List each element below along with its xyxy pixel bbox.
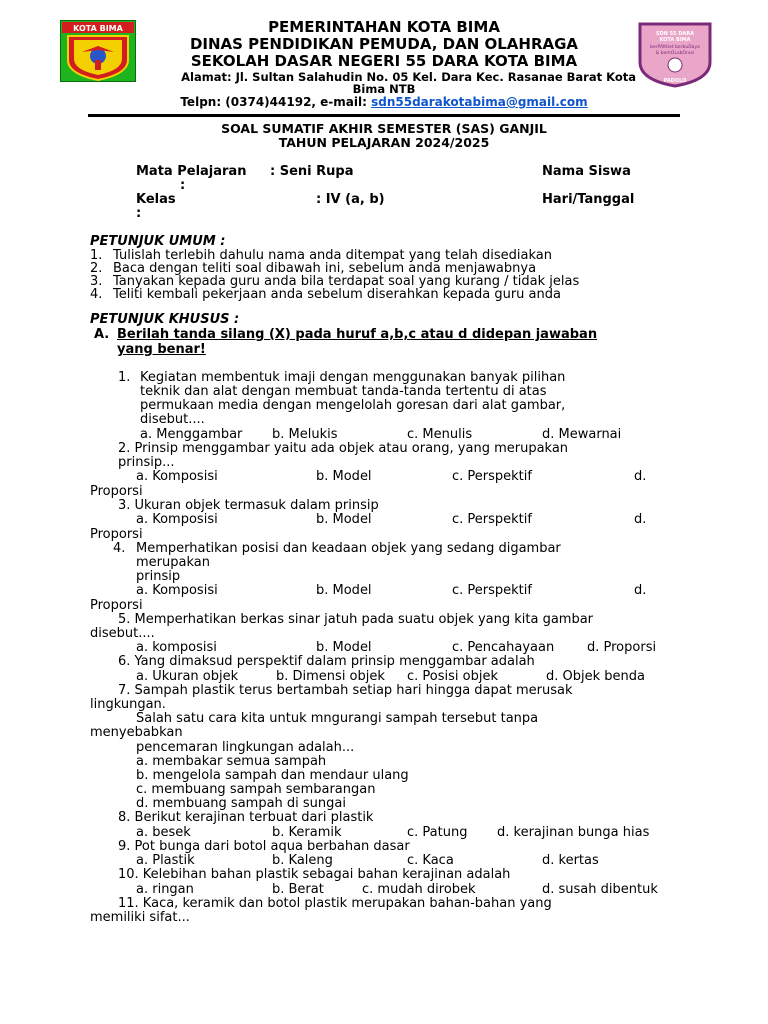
option-c: c. Menulis	[407, 427, 473, 442]
question-text: teknik dan alat dengan membuat tanda-tanda tertentu di atas	[140, 384, 547, 399]
general-item-text: Teliti kembali pekerjaan anda sebelum diserahkan kepada guru anda	[113, 287, 561, 302]
question-text: 5. Memperhatikan berkas sinar jatuh pada suatu objek yang kita gambar	[118, 612, 594, 627]
logo-text: KOTA BIMA	[73, 24, 123, 33]
date-label: Hari/Tanggal	[542, 192, 635, 207]
name-colon: :	[180, 178, 186, 193]
letterhead-divider	[88, 114, 680, 117]
question-text: pencemaran lingkungan adalah...	[136, 740, 355, 755]
option-c: c. Perspektif	[452, 512, 532, 527]
question-text: Salah satu cara kita untuk mngurangi sampah tersebut tanpa	[136, 711, 539, 726]
question-text: disebut....	[90, 626, 155, 641]
date-colon: :	[136, 206, 142, 221]
option-c: c. Perspektif	[452, 469, 532, 484]
option-b: b. Berat	[272, 882, 324, 897]
letterhead-address-city: Bima NTB	[352, 82, 416, 96]
question-text: memiliki sifat...	[90, 910, 190, 925]
question-text: 2. Prinsip menggambar yaitu ada objek atau orang, yang merupakan	[118, 441, 569, 456]
option-d: d.	[634, 583, 647, 598]
option-c: c. Perspektif	[452, 583, 532, 598]
class-value: : IV (a, b)	[316, 192, 385, 207]
option-d-text: Proporsi	[90, 484, 143, 499]
option-b: b. Model	[316, 640, 372, 655]
option-b: b. Melukis	[272, 427, 338, 442]
option-a: a. Ukuran objek	[136, 669, 239, 684]
question-text: lingkungan.	[90, 697, 166, 712]
subject-value: : Seni Rupa	[270, 164, 354, 179]
option-d: d. kerajinan bunga hias	[497, 825, 650, 840]
option-a: a. Komposisi	[136, 512, 218, 527]
question-text: disebut....	[140, 412, 205, 427]
option-b: b. Keramik	[272, 825, 342, 840]
logo-text: PADOLO	[663, 78, 687, 84]
general-item-text: Tulislah terlebih dahulu nama anda ditempat yang telah disediakan	[113, 248, 553, 263]
option-d: d. Objek benda	[546, 669, 645, 684]
question-text: 3. Ukuran objek termasuk dalam prinsip	[118, 498, 379, 513]
subject-label: Mata Pelajaran	[136, 164, 247, 179]
option-b: b. mengelola sampah dan mendaur ulang	[136, 768, 409, 783]
special-instructions-heading: PETUNJUK KHUSUS :	[90, 312, 240, 327]
option-d: d. kertas	[542, 853, 599, 868]
address-text: Alamat: Jl. Sultan Salahudin No. 05 Kel. Dara Kec. Rasanae Barat Kota	[181, 70, 636, 84]
option-b: b. Model	[316, 469, 372, 484]
option-c: c. Pencahayaan	[452, 640, 555, 655]
option-b: b. Model	[316, 583, 372, 598]
question-text: permukaan media dengan mengelolah goresan dari alat gambar,	[140, 398, 566, 413]
option-d: d.	[634, 469, 647, 484]
section-instruction-cont: yang benar!	[117, 342, 206, 357]
option-d: d.	[634, 512, 647, 527]
option-a: a. komposisi	[136, 640, 217, 655]
question-text: 9. Pot bunga dari botol aqua berbahan dasar	[118, 839, 410, 854]
option-d: d. Mewarnai	[542, 427, 622, 442]
question-text: 10. Kelebihan bahan plastik sebagai bahan kerajinan adalah	[118, 867, 511, 882]
option-a: a. membakar semua sampah	[136, 754, 327, 769]
phone-text: Telpn: (0374)44192, e-mail:	[180, 95, 367, 109]
option-b: b. Kaleng	[272, 853, 333, 868]
option-c: c. mudah dirobek	[362, 882, 476, 897]
general-item-number: 2.	[90, 261, 103, 276]
question-number: 4.	[113, 541, 126, 556]
email-link[interactable]: sdn55darakotabima@gmail.com	[371, 95, 588, 109]
question-text: 11. Kaca, keramik dan botol plastik merupakan bahan-bahan yang	[118, 896, 552, 911]
section-instruction: Berilah tanda silang (X) pada huruf a,b,c atau d didepan jawaban	[117, 327, 598, 342]
option-d-text: Proporsi	[90, 527, 143, 542]
option-d: d. membuang sampah di sungai	[136, 796, 346, 811]
exam-title: SOAL SUMATIF AKHIR SEMESTER (SAS) GANJIL	[221, 121, 547, 136]
logo-text: SDN 55 DARA	[655, 31, 695, 37]
section-letter: A.	[94, 327, 110, 342]
question-text: Memperhatikan posisi dan keadaan objek yang sedang digambar	[136, 541, 561, 556]
question-text: prinsip	[136, 569, 181, 584]
general-instructions-heading: PETUNJUK UMUM :	[90, 234, 226, 249]
option-c: c. membuang sampah sembarangan	[136, 782, 376, 797]
general-item-text: Tanyakan kepada guru anda bila terdapat soal yang kurang / tidak jelas	[113, 274, 580, 289]
letterhead-contact	[0, 95, 768, 110]
letterhead-government: PEMERINTAHAN KOTA BIMA	[268, 18, 500, 36]
question-text: 7. Sampah plastik terus bertambah setiap hari hingga dapat merusak	[118, 683, 573, 698]
option-c: c. Kaca	[407, 853, 454, 868]
option-c: c. Posisi objek	[407, 669, 498, 684]
question-text: merupakan	[136, 555, 210, 570]
option-a: a. Plastik	[136, 853, 195, 868]
option-b: b. Dimensi objek	[276, 669, 385, 684]
option-a: a. ringan	[136, 882, 194, 897]
general-item-text: Baca dengan teliti soal dibawah ini, sebelum anda menjawabnya	[113, 261, 537, 276]
general-item-number: 1.	[90, 248, 103, 263]
option-a: a. Komposisi	[136, 583, 218, 598]
logo-text: berPAKtiet berbuDaya	[650, 45, 700, 50]
option-a: a. Komposisi	[136, 469, 218, 484]
question-text: Kegiatan membentuk imaji dengan menggunakan banyak pilihan	[140, 370, 566, 385]
letterhead-school: SEKOLAH DASAR NEGERI 55 DARA KOTA BIMA	[190, 52, 578, 70]
letterhead-department: DINAS PENDIDIKAN PEMUDA, DAN OLAHRAGA	[189, 35, 579, 53]
student-name-label: Nama Siswa	[542, 164, 631, 179]
logo-text: KOTA BIMA	[659, 37, 691, 43]
option-b: b. Model	[316, 512, 372, 527]
question-text: menyebabkan	[90, 725, 183, 740]
general-item-number: 3.	[90, 274, 103, 289]
option-a: a. Menggambar	[140, 427, 243, 442]
question-number: 1.	[118, 370, 131, 385]
option-a: a. besek	[136, 825, 191, 840]
logo-text: & berkOLabOrasi	[655, 51, 695, 56]
option-d: d. susah dibentuk	[542, 882, 658, 897]
option-d-text: Proporsi	[90, 598, 143, 613]
general-item-number: 4.	[90, 287, 103, 302]
question-text: 6. Yang dimaksud perspektif dalam prinsip menggambar adalah	[118, 654, 535, 669]
question-text: 8. Berikut kerajinan terbuat dari plastik	[118, 810, 374, 825]
option-d: d. Proporsi	[587, 640, 657, 655]
question-text: prinsip...	[118, 455, 175, 470]
option-c: c. Patung	[407, 825, 468, 840]
class-label: Kelas	[136, 192, 176, 207]
exam-year: TAHUN PELAJARAN 2024/2025	[278, 135, 490, 150]
